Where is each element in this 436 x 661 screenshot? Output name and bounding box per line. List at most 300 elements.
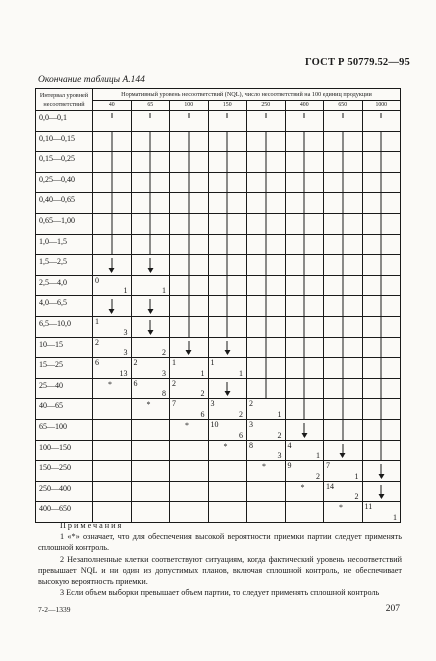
plan-cell [93, 193, 132, 214]
note-item: 2 Незаполненные клетки соответствуют ситуациям, когда фактический уровень несоответствий превышает NQL и ни один из допустимых планов, включая сплошной контроль, не обеспечивает высокую вероятность приемки. [38, 554, 402, 587]
plan-cell [131, 440, 170, 461]
table-row [36, 193, 401, 214]
plan-cell [285, 358, 324, 379]
plan-cell [247, 193, 286, 214]
plan-cell [208, 213, 247, 234]
plan-cell [208, 481, 247, 502]
down-arrow-line [304, 399, 305, 419]
table-row [36, 213, 401, 234]
plan-cell [285, 193, 324, 214]
sample-size: 3 [162, 368, 166, 378]
down-arrow-line [265, 152, 266, 172]
continuation-tick [304, 113, 305, 118]
plan-cell [362, 337, 401, 358]
down-arrow-icon [227, 382, 228, 396]
plan-cell [208, 275, 247, 296]
plan-cell [93, 152, 132, 173]
sample-size: 1 [277, 409, 282, 419]
continuation-tick [227, 113, 228, 118]
plan-cell [285, 378, 324, 399]
down-arrow-line [304, 317, 305, 337]
sample-size: 3 [123, 327, 128, 337]
plan-cell [362, 296, 401, 317]
table-continuation-caption: Окончание таблицы А.144 [38, 75, 145, 85]
down-arrow-line [111, 132, 112, 152]
plan-cell [131, 152, 170, 173]
plan-cell [247, 378, 286, 399]
sample-size: 1 [316, 451, 320, 461]
table-row [36, 234, 401, 255]
interval-label: 25—40 [36, 378, 93, 399]
table-row [36, 296, 401, 317]
down-arrow-icon [381, 464, 382, 478]
down-arrow-line [188, 214, 189, 234]
plan-cell [247, 152, 286, 173]
down-arrow-line [304, 132, 305, 152]
table-row [36, 399, 401, 420]
sample-size: 2 [316, 471, 320, 481]
down-arrow-line [111, 235, 112, 255]
plan-cell [324, 440, 363, 461]
plan-cell [170, 481, 209, 502]
interval-label: 10—15 [36, 337, 93, 358]
plan-cell [324, 461, 363, 482]
plan-cell [93, 461, 132, 482]
plan-cell [170, 358, 209, 379]
plan-cell [131, 213, 170, 234]
plan-cell [170, 275, 209, 296]
plan-cell [285, 213, 324, 234]
plan-cell [131, 131, 170, 152]
plan-cell [131, 111, 170, 132]
corner-header: Интервал уровней несоответствий [36, 89, 93, 111]
down-arrow-line [265, 358, 266, 378]
plan-cell [170, 131, 209, 152]
down-arrow-line [381, 132, 382, 152]
plan-cell [362, 213, 401, 234]
full-inspection-mark: * [185, 420, 189, 430]
down-arrow-line [381, 296, 382, 316]
plan-cell [131, 193, 170, 214]
down-arrow-icon [150, 258, 151, 272]
sample-size: 1 [239, 368, 243, 378]
plan-cell [324, 399, 363, 420]
plan-cell [93, 316, 132, 337]
plan-cell [170, 296, 209, 317]
down-arrow-line [342, 399, 343, 419]
down-arrow-line [304, 214, 305, 234]
plan-cell [170, 213, 209, 234]
down-arrow-line [304, 152, 305, 172]
interval-label: 65—100 [36, 419, 93, 440]
plan-cell [208, 316, 247, 337]
plan-cell [93, 275, 132, 296]
plan-cell [324, 378, 363, 399]
down-arrow-line [227, 276, 228, 296]
table-row [36, 337, 401, 358]
down-arrow-line [227, 193, 228, 213]
down-arrow-icon [150, 320, 151, 334]
down-arrow-line [227, 173, 228, 193]
plan-cell [131, 316, 170, 337]
plan-cell [93, 213, 132, 234]
plan-cell [131, 275, 170, 296]
interval-label: 0,40—0,65 [36, 193, 93, 214]
acceptance-number: 0 [95, 275, 99, 285]
interval-label: 150—250 [36, 461, 93, 482]
plan-cell [362, 481, 401, 502]
down-arrow-line [188, 296, 189, 316]
plan-cell [93, 337, 132, 358]
plan-cell [208, 378, 247, 399]
plan-cell [362, 419, 401, 440]
continuation-tick [381, 113, 382, 118]
plan-cell [362, 255, 401, 276]
plan-cell [285, 275, 324, 296]
plan-cell [285, 440, 324, 461]
continuation-tick [150, 113, 151, 118]
down-arrow-line [227, 132, 228, 152]
plan-cell [324, 358, 363, 379]
plan-cell [170, 172, 209, 193]
plan-cell [93, 131, 132, 152]
full-inspection-mark: * [300, 482, 305, 492]
plan-cell [285, 234, 324, 255]
interval-label: 0,65—1,00 [36, 213, 93, 234]
plan-cell [285, 172, 324, 193]
down-arrow-line [381, 214, 382, 234]
plan-cell [208, 337, 247, 358]
plan-cell [324, 213, 363, 234]
interval-label: 0,10—0,15 [36, 131, 93, 152]
down-arrow-icon [111, 299, 112, 313]
plan-cell [285, 399, 324, 420]
down-arrow-line [342, 296, 343, 316]
sample-size: 8 [162, 389, 166, 399]
plan-cell [362, 111, 401, 132]
plan-cell [93, 358, 132, 379]
plan-cell [324, 234, 363, 255]
down-arrow-line [304, 379, 305, 399]
down-arrow-line [265, 338, 266, 358]
acceptance-number: 2 [133, 358, 138, 368]
interval-label: 6,5—10,0 [36, 316, 93, 337]
down-arrow-icon [227, 341, 228, 355]
plan-cell [93, 481, 132, 502]
plan-cell [324, 481, 363, 502]
down-arrow-line [188, 235, 189, 255]
plan-cell [285, 461, 324, 482]
sample-size: 6 [239, 430, 243, 440]
down-arrow-line [342, 214, 343, 234]
down-arrow-line [342, 379, 343, 399]
plan-cell [247, 255, 286, 276]
plan-cell [247, 275, 286, 296]
plan-cell [93, 172, 132, 193]
table-row [36, 440, 401, 461]
plan-cell [93, 440, 132, 461]
down-arrow-line [304, 296, 305, 316]
plan-cell [247, 337, 286, 358]
plan-cell [170, 461, 209, 482]
plan-cell [208, 461, 247, 482]
acceptance-number: 2 [172, 378, 176, 388]
sample-size: 1 [393, 512, 397, 522]
nql-value: 65 [131, 101, 170, 111]
down-arrow-line [227, 296, 228, 316]
acceptance-number: 1 [95, 316, 99, 326]
table-row [36, 316, 401, 337]
plan-cell [285, 111, 324, 132]
plan-cell [170, 111, 209, 132]
plan-cell [247, 111, 286, 132]
down-arrow-icon [381, 485, 382, 499]
down-arrow-line [150, 214, 151, 234]
continuation-tick [265, 113, 266, 118]
nql-value: 100 [170, 101, 209, 111]
down-arrow-line [342, 235, 343, 255]
plan-cell [131, 399, 170, 420]
plan-cell [324, 111, 363, 132]
down-arrow-line [381, 152, 382, 172]
nql-value: 400 [285, 101, 324, 111]
nql-header: Нормативный уровень несоответствий (NQL), число несоответствий на 100 единиц продукции [93, 89, 401, 101]
down-arrow-line [304, 255, 305, 275]
plan-cell [131, 461, 170, 482]
interval-label: 100—150 [36, 440, 93, 461]
plan-cell [285, 131, 324, 152]
down-arrow-line [381, 235, 382, 255]
plan-cell [208, 234, 247, 255]
standard-code: ГОСТ Р 50779.52—95 [305, 57, 410, 68]
plan-cell [208, 193, 247, 214]
acceptance-number: 4 [287, 440, 292, 450]
plan-cell [208, 255, 247, 276]
acceptance-number: 6 [95, 358, 99, 368]
plan-cell [170, 337, 209, 358]
acceptance-number: 1 [210, 358, 215, 368]
down-arrow-line [227, 214, 228, 234]
plan-cell [93, 378, 132, 399]
plan-cell [324, 193, 363, 214]
plan-cell [131, 172, 170, 193]
plan-cell [247, 440, 286, 461]
down-arrow-line [381, 193, 382, 213]
nql-value: 1000 [362, 101, 401, 111]
down-arrow-line [381, 255, 382, 275]
acceptance-number: 7 [172, 399, 176, 409]
plan-cell [247, 419, 286, 440]
plan-cell [93, 111, 132, 132]
down-arrow-line [111, 152, 112, 172]
note-item: 3 Если объем выборки превышает объем партии, то следует применять сплошной контроль [60, 588, 380, 598]
print-code: 7-2—1339 [38, 605, 71, 614]
down-arrow-icon [342, 444, 343, 458]
plan-cell [285, 255, 324, 276]
interval-label: 40—65 [36, 399, 93, 420]
sample-size: 3 [277, 451, 282, 461]
plan-cell [208, 358, 247, 379]
plan-cell [208, 152, 247, 173]
table-row [36, 419, 401, 440]
table-row [36, 172, 401, 193]
note-item: 1 «*» означает, что для обеспечения высокой вероятности приемки партии следует применять сплошной контроль. [38, 532, 402, 553]
down-arrow-line [265, 317, 266, 337]
table-row [36, 152, 401, 173]
interval-label: 400—650 [36, 502, 93, 523]
acceptance-number: 2 [249, 399, 253, 409]
acceptance-number: 6 [133, 378, 138, 388]
plan-cell [170, 419, 209, 440]
sample-size: 1 [354, 471, 359, 481]
down-arrow-line [342, 338, 343, 358]
down-arrow-line [265, 214, 266, 234]
plan-cell [208, 419, 247, 440]
plan-cell [247, 316, 286, 337]
interval-label: 0,0—0,1 [36, 111, 93, 132]
sample-size: 2 [239, 409, 243, 419]
sample-size: 2 [354, 492, 359, 502]
down-arrow-line [227, 235, 228, 255]
plan-cell [208, 399, 247, 420]
plan-cell [324, 152, 363, 173]
interval-label: 15—25 [36, 358, 93, 379]
sampling-plan-table [35, 88, 401, 523]
acceptance-number: 8 [249, 440, 253, 450]
interval-label: 250—400 [36, 481, 93, 502]
plan-cell [93, 255, 132, 276]
plan-cell [324, 296, 363, 317]
down-arrow-line [304, 338, 305, 358]
down-arrow-line [304, 276, 305, 296]
plan-cell [285, 316, 324, 337]
plan-cell [362, 399, 401, 420]
interval-label: 0,15—0,25 [36, 152, 93, 173]
down-arrow-line [342, 420, 343, 440]
nql-value: 150 [208, 101, 247, 111]
plan-cell [208, 440, 247, 461]
down-arrow-line [342, 358, 343, 378]
down-arrow-line [150, 235, 151, 255]
nql-value: 650 [324, 101, 363, 111]
plan-cell [131, 481, 170, 502]
plan-cell [208, 131, 247, 152]
interval-label: 4,0—6,5 [36, 296, 93, 317]
down-arrow-line [265, 173, 266, 193]
table-row [36, 255, 401, 276]
table-row [36, 358, 401, 379]
plan-cell [324, 337, 363, 358]
plan-cell [362, 234, 401, 255]
down-arrow-line [188, 317, 189, 337]
plan-cell [247, 358, 286, 379]
plan-cell [208, 172, 247, 193]
plan-cell [208, 111, 247, 132]
plan-cell [362, 152, 401, 173]
plan-cell [324, 172, 363, 193]
plan-cell [93, 234, 132, 255]
interval-label: 0,25—0,40 [36, 172, 93, 193]
acceptance-number: 2 [95, 337, 99, 347]
sample-size: 13 [119, 368, 128, 378]
down-arrow-line [111, 173, 112, 193]
down-arrow-line [342, 193, 343, 213]
down-arrow-line [265, 132, 266, 152]
table-row [36, 275, 401, 296]
down-arrow-line [150, 173, 151, 193]
down-arrow-line [265, 276, 266, 296]
down-arrow-line [381, 399, 382, 419]
plan-cell [285, 481, 324, 502]
sample-size: 2 [162, 348, 166, 358]
plan-cell [362, 172, 401, 193]
plan-cell [131, 378, 170, 399]
continuation-tick [188, 113, 189, 118]
down-arrow-line [381, 358, 382, 378]
plan-cell [170, 440, 209, 461]
sample-size: 1 [162, 286, 166, 296]
down-arrow-line [381, 420, 382, 440]
full-inspection-mark: * [146, 400, 151, 410]
plan-cell [324, 131, 363, 152]
plan-cell [285, 419, 324, 440]
plan-cell [93, 419, 132, 440]
acceptance-number: 14 [326, 481, 334, 491]
down-arrow-line [342, 152, 343, 172]
down-arrow-line [381, 379, 382, 399]
plan-cell [170, 152, 209, 173]
plan-cell [362, 461, 401, 482]
plan-cell [362, 275, 401, 296]
plan-cell [247, 461, 286, 482]
down-arrow-icon [150, 299, 151, 313]
plan-cell [324, 255, 363, 276]
nql-value: 40 [93, 101, 132, 111]
table-row [36, 111, 401, 132]
down-arrow-line [111, 214, 112, 234]
plan-cell [247, 172, 286, 193]
plan-cell [131, 419, 170, 440]
down-arrow-line [265, 235, 266, 255]
down-arrow-line [304, 193, 305, 213]
plan-cell [93, 296, 132, 317]
plan-cell [324, 275, 363, 296]
down-arrow-line [381, 276, 382, 296]
page-number: 207 [385, 604, 400, 614]
full-inspection-mark: * [223, 441, 228, 451]
plan-cell [131, 296, 170, 317]
full-inspection-mark: * [339, 503, 343, 513]
plan-cell [131, 234, 170, 255]
plan-cell [247, 234, 286, 255]
table-row [36, 461, 401, 482]
down-arrow-line [188, 276, 189, 296]
plan-cell [362, 193, 401, 214]
down-arrow-line [342, 132, 343, 152]
plan-cell [247, 131, 286, 152]
down-arrow-line [304, 358, 305, 378]
acceptance-number: 11 [364, 502, 373, 512]
acceptance-number: 10 [210, 419, 219, 429]
interval-label: 2,5—4,0 [36, 275, 93, 296]
plan-cell [324, 419, 363, 440]
down-arrow-line [111, 193, 112, 213]
plan-cell [247, 213, 286, 234]
down-arrow-line [227, 255, 228, 275]
down-arrow-line [188, 193, 189, 213]
down-arrow-line [188, 255, 189, 275]
plan-cell [170, 234, 209, 255]
